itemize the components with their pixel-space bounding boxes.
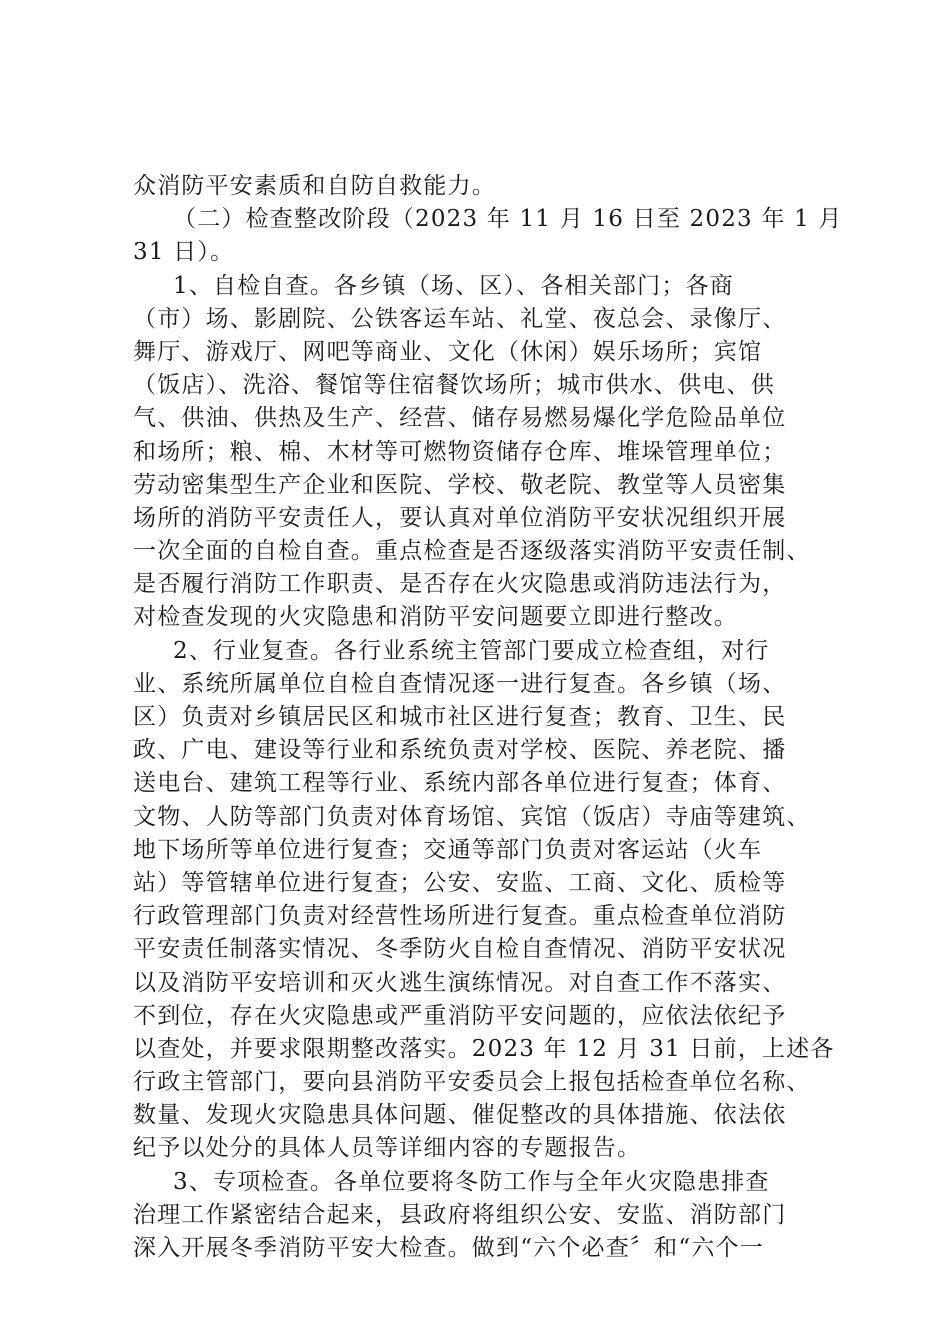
text-line: 文物、人防等部门负责对体育场馆、宾馆（饭店）寺庙等建筑、 <box>133 803 811 830</box>
text-line: 是否履行消防工作职责、是否存在火灾隐患或消防违法行为， <box>133 571 787 598</box>
text-line: 以及消防平安培训和灭火逃生演练情况。对自查工作不落实、 <box>133 969 787 996</box>
text-line: 治理工作紧密结合起来，县政府将组织公安、安监、消防部门 <box>133 1201 787 1228</box>
text-line: 舞厅、游戏厅、网吧等商业、文化（休闲）娱乐场所；宾馆 <box>133 338 763 365</box>
text-line: 政、广电、建设等行业和系统负责对学校、医院、养老院、播 <box>133 737 787 764</box>
paragraph-start: 2、行业复查。各行业系统主管部门要成立检查组，对行 <box>173 637 770 664</box>
text-line: 数量、发现火灾隐患具体问题、催促整改的具体措施、依法依 <box>133 1102 787 1129</box>
text-line: 和场所；粮、棉、木材等可燃物资储存仓库、堆垛管理单位； <box>133 438 787 465</box>
text-line: 劳动密集型生产企业和医院、学校、敬老院、教堂等人员密集 <box>133 471 787 498</box>
text-line: 不到位，存在火灾隐患或严重消防平安问题的，应依法依纪予 <box>133 1002 787 1029</box>
text-line: 场所的消防平安责任人，要认真对单位消防平安状况组织开展 <box>133 504 787 531</box>
text-line: 行政管理部门负责对经营性场所进行复查。重点检查单位消防 <box>133 903 787 930</box>
text-line: （市）场、影剧院、公铁客运车站、礼堂、夜总会、录像厅、 <box>133 305 787 332</box>
text-line: 平安责任制落实情况、冬季防火自检自查情况、消防平安状况 <box>133 936 787 963</box>
text-line: 对检查发现的火灾隐患和消防平安问题要立即进行整改。 <box>133 604 738 631</box>
section-heading: （二）检查整改阶段（2023 年 11 月 16 日至 2023 年 1 月 <box>173 206 843 233</box>
paragraph-start: 3、专项检查。各单位要将冬防工作与全年火灾隐患排查 <box>173 1168 770 1195</box>
text-line: 区）负责对乡镇居民区和城市社区进行复查；教育、卫生、民 <box>133 704 787 730</box>
text-line: 以查处，并要求限期整改落实。2023 年 12 月 31 日前，上述各 <box>133 1035 835 1062</box>
text-line: 地下场所等单位进行复查；交通等部门负责对客运站（火车 <box>133 836 763 863</box>
text-line: 站）等管辖单位进行复查；公安、安监、工商、文化、质检等 <box>133 869 787 896</box>
text-line: 行政主管部门，要向县消防平安委员会上报包括检查单位名称、 <box>133 1069 811 1096</box>
paragraph-start: 1、自检自查。各乡镇（场、区）、各相关部门；各商 <box>173 272 734 299</box>
text-line: 气、供油、供热及生产、经营、储存易燃易爆化学危险品单位 <box>133 405 787 432</box>
text-line: 深入开展冬季消防平安大检查。做到“六个必查〞和“六个一 <box>133 1235 764 1261</box>
document-body <box>133 170 843 1265</box>
text-line: 业、系统所属单位自检自查情况逐一进行复查。各乡镇（场、 <box>133 670 787 697</box>
text-line: 纪予以处分的具体人员等详细内容的专题报告。 <box>133 1135 642 1162</box>
text-line: 31 日）。 <box>133 239 235 266</box>
text-line: 一次全面的自检自查。重点检查是否逐级落实消防平安责任制、 <box>133 538 811 565</box>
text-line: 众消防平安素质和自防自救能力。 <box>133 173 496 199</box>
text-line: 送电台、建筑工程等行业、系统内部各单位进行复查；体育、 <box>133 770 787 797</box>
text-line: （饭店）、洗浴、餐馆等住宿餐饮场所；城市供水、供电、供 <box>133 372 775 399</box>
